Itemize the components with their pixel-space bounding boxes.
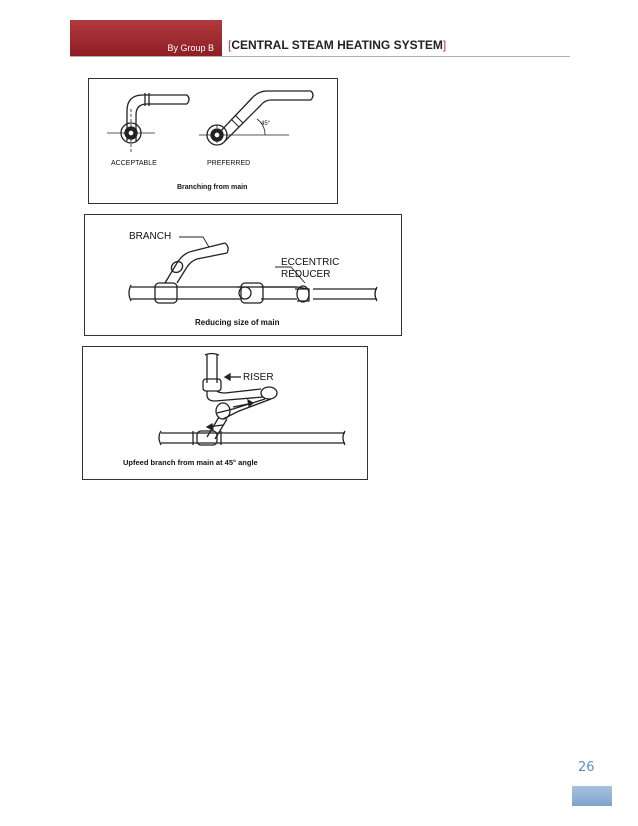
reducer-label-line2: REDUCER — [281, 269, 331, 280]
reducing-diagram — [85, 215, 403, 337]
preferred-45-drawing — [199, 91, 313, 145]
angle-label: 45° — [261, 121, 271, 127]
footer-tab — [572, 786, 612, 806]
page-number: 26 — [578, 760, 595, 775]
acceptable-label: ACCEPTABLE — [111, 160, 157, 167]
acceptable-elbow-drawing — [107, 93, 189, 153]
figure-reducing-size-of-main — [84, 214, 402, 336]
branch-label: BRANCH — [129, 231, 172, 242]
preferred-label: PREFERRED — [207, 160, 251, 167]
title-text: CENTRAL STEAM HEATING SYSTEM — [231, 38, 443, 52]
branching-diagram — [89, 79, 339, 205]
header-author — [70, 20, 222, 56]
figure-3-caption: Upfeed branch from main at 45° angle — [123, 458, 258, 467]
figure-branching-from-main — [88, 78, 338, 204]
document-title — [228, 38, 446, 52]
bracket-close: ] — [442, 38, 447, 52]
author-text: By Group B — [167, 43, 214, 53]
upfeed-diagram — [83, 347, 369, 481]
figure-2-caption: Reducing size of main — [195, 318, 280, 327]
header-rule — [70, 56, 570, 57]
reducer-label-line1: ECCENTRIC — [281, 257, 340, 268]
riser-label: RISER — [243, 372, 274, 383]
figure-1-caption: Branching from main — [177, 184, 248, 191]
bracket-open: [ — [228, 38, 232, 52]
figure-upfeed-branch — [82, 346, 368, 480]
